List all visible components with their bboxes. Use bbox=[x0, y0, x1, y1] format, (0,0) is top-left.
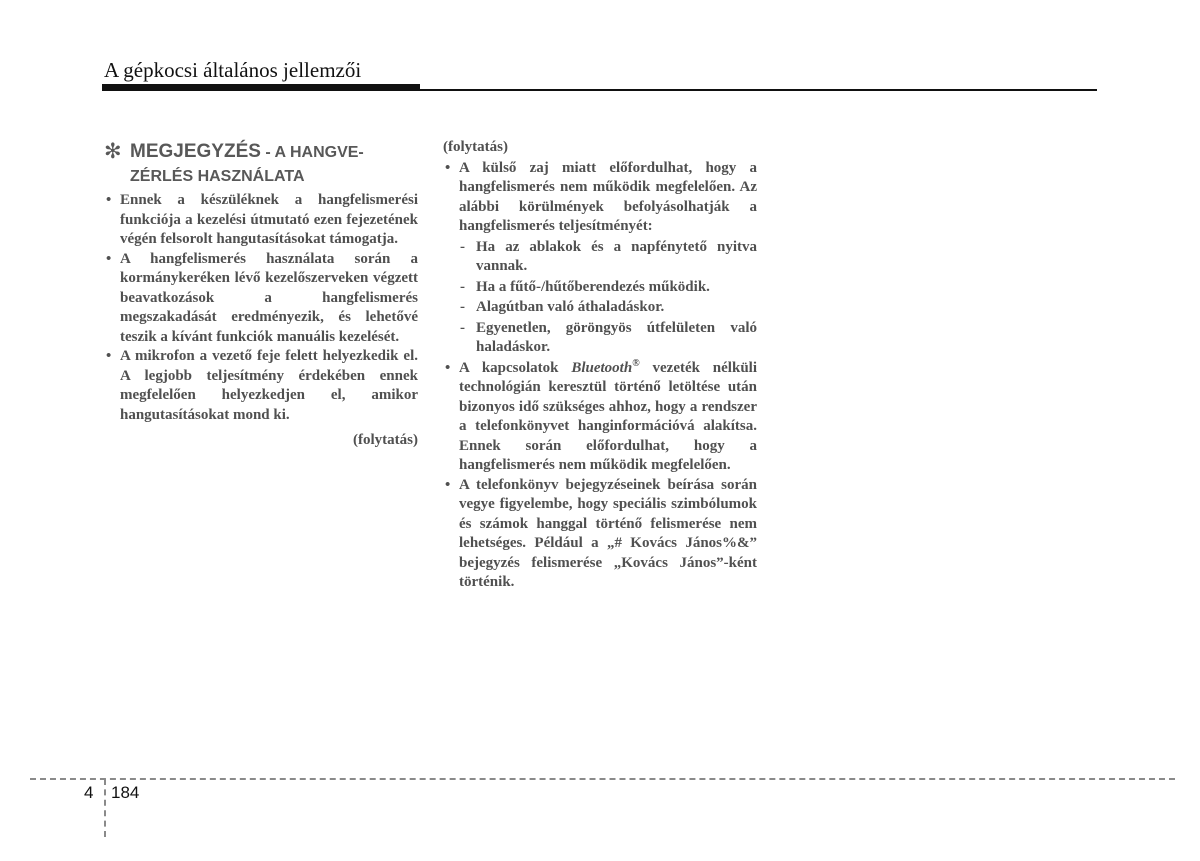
continued-label-top: (folytatás) bbox=[443, 139, 508, 155]
list-item bbox=[443, 359, 757, 476]
header-rule-thin bbox=[420, 89, 1097, 91]
condition-list bbox=[459, 238, 757, 358]
bluetooth-brand: Bluetooth bbox=[571, 359, 633, 376]
left-bullet-list bbox=[104, 191, 418, 425]
chapter-number: 4 bbox=[84, 783, 94, 802]
note-heading-sub-2: ZÉRLÉS HASZNÁLATA bbox=[130, 168, 305, 185]
list-item bbox=[443, 159, 757, 358]
right-bullet-list bbox=[443, 159, 757, 593]
list-item: • A telefonkönyv bejegyzéseinek beírása során vegye figyelembe, hogy speciális szimbólumok és számok hanggal történő felismerése nem lehetséges. Például a „# Kovács János%&” bejegyzés felismerése „Kovács János”-ként történik. bbox=[443, 476, 757, 593]
list-item: • A hangfelismerés használata során a kormánykeréken lévő kezelőszerveken végzett beavatkozások a hangfelismerés megszakadását eredményezik, és lehetővé teszik a kívánt funkciók manuális kezelését. bbox=[104, 250, 418, 348]
left-column bbox=[104, 138, 418, 451]
footer-vertical-rule bbox=[104, 779, 106, 837]
condition-item: - Ha az ablakok és a napfénytető nyitva vannak. bbox=[459, 238, 757, 277]
condition-item: - Alagútban való áthaladáskor. bbox=[459, 298, 757, 318]
note-heading bbox=[104, 140, 418, 189]
bullet-text: A külső zaj miatt előfordulhat, hogy a hangfelismerés nem működik megfelelően. Az alábbi körülmények befolyásolhatják a hangfelismerés teljesítményét: bbox=[459, 159, 757, 234]
bullet-text-pre: A kapcsolatok bbox=[459, 359, 572, 376]
registered-mark: ® bbox=[632, 357, 640, 369]
page-number: 184 bbox=[111, 783, 140, 802]
page-header-title: A gépkocsi általános jellemzői bbox=[104, 58, 362, 82]
header-rule-thick bbox=[102, 84, 420, 91]
note-asterisk-icon: ✻ bbox=[104, 140, 122, 163]
footer-dashed-rule bbox=[30, 778, 1175, 780]
continued-label: (folytatás) bbox=[353, 432, 418, 448]
bullet-text-post: vezeték nélküli technológián keresztül történő letöltése után bizonyos idő szükséges ahhoz, hogy a rendszer a telefonkönyvet hanginformációvá alakítsa. Ennek során előfordulhat, hogy a hangfelismerés nem működik megfelelően. bbox=[459, 359, 757, 473]
right-column bbox=[443, 138, 757, 593]
note-heading-main: MEGJEGYZÉS bbox=[130, 141, 261, 162]
condition-item: - Ha a fűtő-/hűtőberendezés működik. bbox=[459, 278, 757, 298]
list-item: • A mikrofon a vezető feje felett helyezkedik el. A legjobb teljesítmény érdekében ennek megfelelően helyezkedjen el, amikor hangutasításokat mond ki. bbox=[104, 347, 418, 425]
condition-item: - Egyenetlen, göröngyös útfelületen való haladáskor. bbox=[459, 319, 757, 358]
list-item: • Ennek a készüléknek a hangfelismerési funkciója a kezelési útmutató ezen fejezetének végén felsorolt hangutasításokat támogatja. bbox=[104, 191, 418, 250]
note-heading-sub-1: - A HANGVE- bbox=[260, 144, 364, 161]
